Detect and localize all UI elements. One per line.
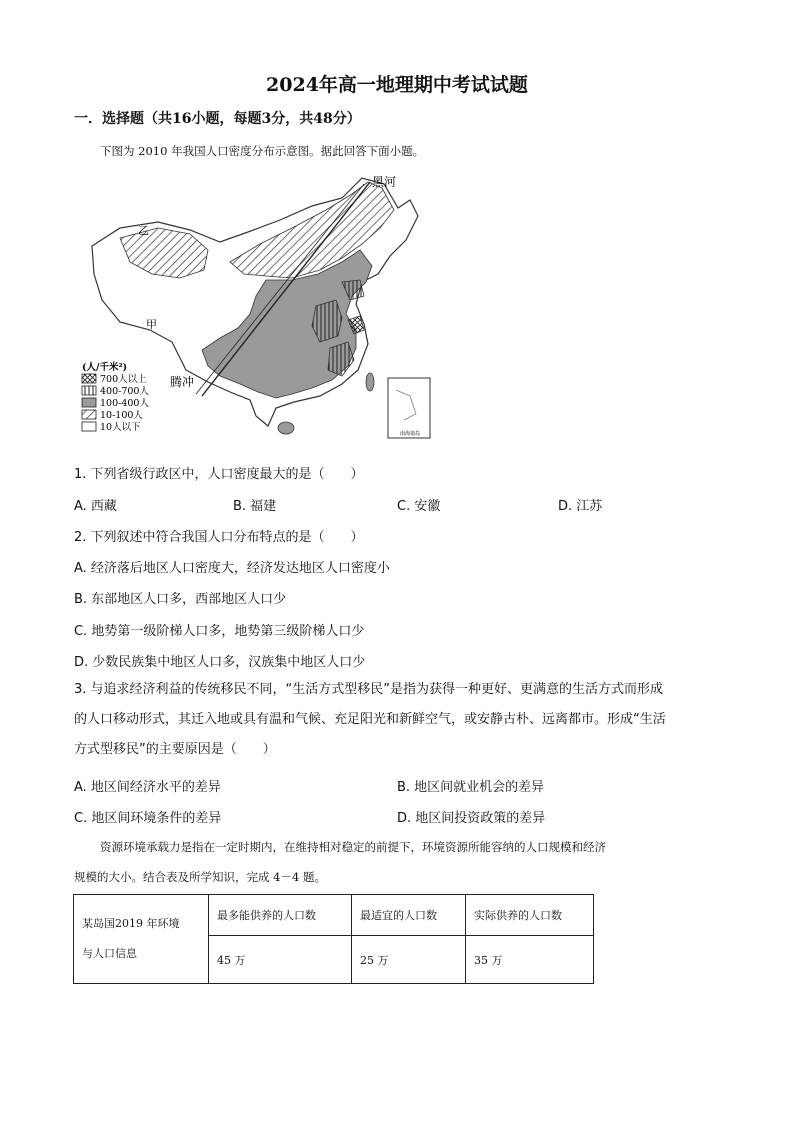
question-3-line: 的人口移动形式，其迁入地或具有温和气候、充足阳光和新鲜空气，或安静古朴、远离都市。形成“生活 — [74, 712, 666, 727]
question-3-stem — [74, 675, 724, 765]
table-cell: 35 万 — [466, 936, 594, 984]
q2-option-b[interactable]: B. 东部地区人口多，西部地区人口少 — [74, 592, 287, 607]
q1-option-a[interactable]: A. 西藏 — [74, 499, 117, 514]
q1-option-b[interactable]: B. 福建 — [233, 499, 277, 514]
q2-option-c[interactable]: C. 地势第一级阶梯人口多，地势第三级阶梯人口少 — [74, 624, 365, 639]
question-2-stem: 2. 下列叙述中符合我国人口分布特点的是（ ） — [74, 530, 364, 545]
legend-item: 400-700人 — [100, 386, 149, 397]
q2-option-a[interactable]: A. 经济落后地区人口密度大，经济发达地区人口密度小 — [74, 561, 390, 576]
question-3-line: 3. 与追求经济利益的传统移民不同，“生活方式型移民”是指为获得一种更好、更满意的生活方式而形成 — [74, 682, 664, 697]
table-column-header: 最多能供养的人口数 — [209, 895, 352, 936]
q3-option-d[interactable]: D. 地区间投资政策的差异 — [397, 811, 546, 826]
inset-label: 南海诸岛 — [400, 431, 421, 437]
population-density-map — [80, 170, 440, 445]
q3-option-b[interactable]: B. 地区间就业机会的差异 — [397, 780, 545, 795]
passage-line: 规模的大小。结合表及所学知识，完成 4－4 题。 — [74, 870, 326, 884]
legend-item: 700人以上 — [100, 374, 147, 385]
q3-option-a[interactable]: A. 地区间经济水平的差异 — [74, 780, 221, 795]
region-yi-label: 乙 — [138, 224, 149, 237]
table-row-header: 某岛国2019 年环境 与人口信息 — [74, 895, 209, 984]
tengchong-label: 腾冲 — [170, 375, 195, 389]
table-cell: 45 万 — [209, 936, 352, 984]
q1-option-d[interactable]: D. 江苏 — [558, 499, 603, 514]
legend-item: 10-100人 — [100, 410, 143, 421]
passage-line: 资源环境承载力是指在一定时期内，在维持相对稳定的前提下，环境资源所能容纳的人口规模和经济 — [100, 840, 606, 854]
table-column-header: 实际供养的人口数 — [466, 895, 594, 936]
map-intro-text: 下图为 2010 年我国人口密度分布示意图。据此回答下面小题。 — [100, 144, 425, 158]
legend-item: 10人以下 — [100, 422, 141, 433]
q3-option-c[interactable]: C. 地区间环境条件的差异 — [74, 811, 222, 826]
q1-option-c[interactable]: C. 安徽 — [397, 499, 441, 514]
section-heading: 一．选择题（共16小题，每题3分，共48分） — [74, 111, 361, 127]
question-1-stem: 1. 下列省级行政区中，人口密度最大的是（ ） — [74, 467, 364, 482]
region-jia-label: 甲 — [146, 318, 157, 331]
heihe-label: 黑河 — [372, 175, 397, 189]
q2-option-d[interactable]: D. 少数民族集中地区人口多，汉族集中地区人口少 — [74, 655, 366, 670]
question-3-line: 方式型移民”的主要原因是（ ） — [74, 742, 276, 757]
passage — [74, 832, 724, 892]
population-table — [73, 894, 594, 984]
legend-item: 100-400人 — [100, 398, 149, 409]
page-title: 2024年高一地理期中考试试题 — [266, 74, 528, 96]
table-column-header: 最适宜的人口数 — [352, 895, 466, 936]
legend-unit: (人/千米²) — [82, 362, 128, 373]
table-cell: 25 万 — [352, 936, 466, 984]
